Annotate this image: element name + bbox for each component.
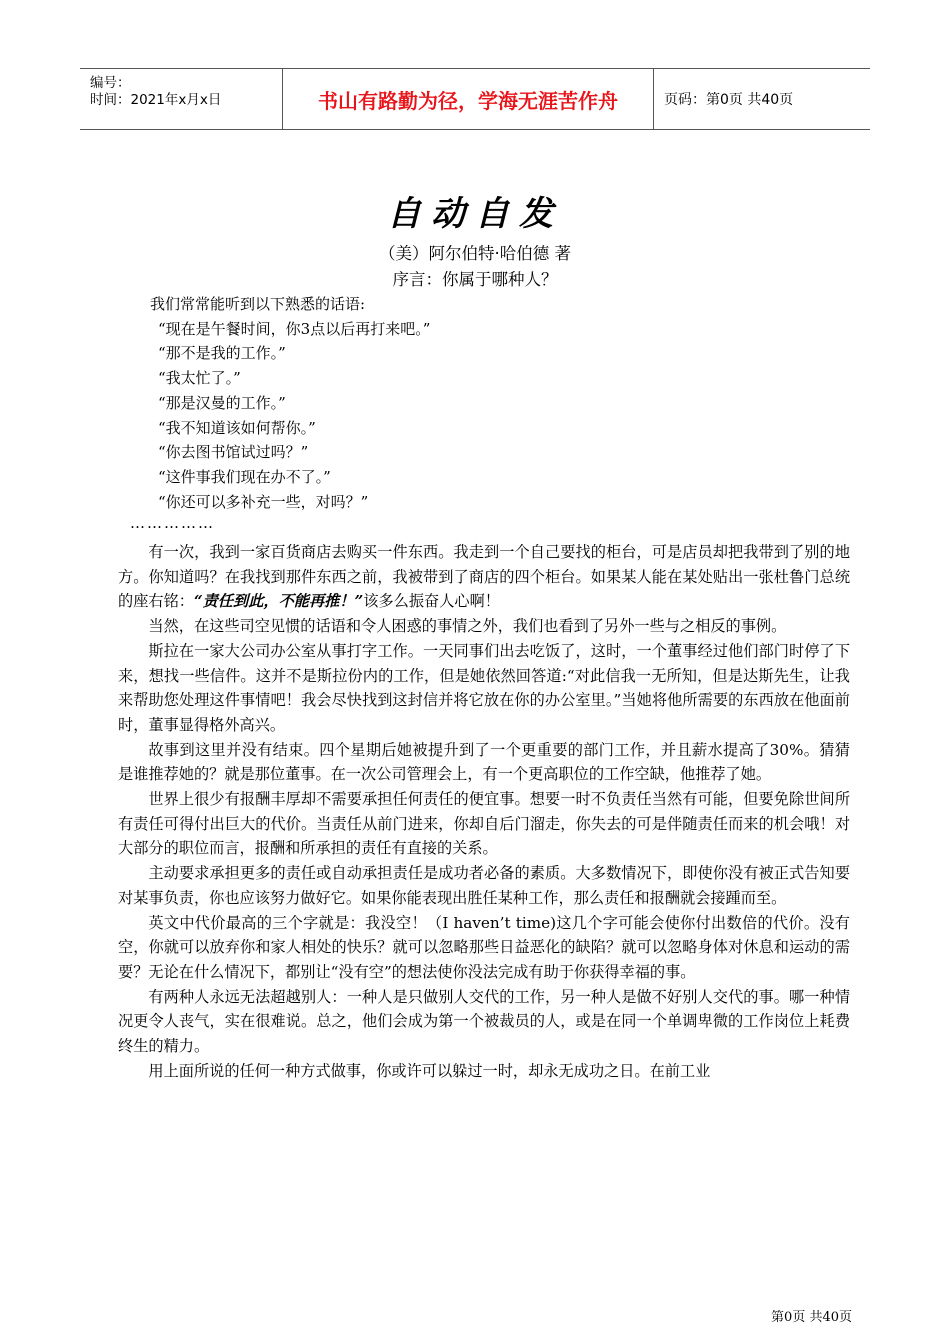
paragraph: 斯拉在一家大公司办公室从事打字工作。一天同事们出去吃饭了，这时，一个董事经过他们部门时停了下来，想找一些信件。这并不是斯拉份内的工作，但是她依然回答道:“对此信我一无所知，但是达斯先生，让我来帮助您处理这件事情吧！我会尽快找到这封信并将它放在你的办公室里。”当她将他所需要的东西放在他面前时，董事显得格外高兴。 [118, 641, 850, 734]
quote-intro: 我们常常能听到以下熟悉的话语: [150, 295, 366, 313]
quote-line: “那是汉曼的工作。” [158, 393, 286, 412]
paragraph [118, 540, 850, 614]
quote-line: “现在是午餐时间，你3点以后再打来吧。” [158, 319, 431, 338]
paragraph: 有两种人永远无法超越别人：一种人是只做别人交代的工作，另一种人是做不好别人交代的事。哪一种情况更令人丧气，实在很难说。总之，他们会成为第一个被裁员的人，或是在同一个单调卑微的工作岗位上耗费终生的精力。 [118, 987, 850, 1056]
quote-line: “我太忙了。” [158, 369, 241, 388]
paragraph: 世界上很少有报酬丰厚却不需要承担任何责任的便宜事。想要一时不负责任当然有可能，但要免除世间所有责任可得付出巨大的代价。当责任从前门进来，你却自后门溜走，你失去的可是伴随责任而来的机会哦！对大部分的职位而言，报酬和所承担的责任有直接的关系。 [118, 790, 850, 858]
quote-line: “这件事我们现在办不了。” [158, 467, 331, 486]
header-meta [80, 69, 283, 129]
number-label: 编号： [90, 75, 131, 91]
quote-line: “你还可以多补充一些，对吗？” [158, 492, 369, 511]
preface-heading: 序言：你属于哪种人？ [392, 270, 558, 289]
date-label: 时间：2021年x月x日 [90, 92, 222, 108]
quote-line: “那不是我的工作。” [158, 344, 286, 363]
author-line: （美）阿尔伯特·哈伯德 著 [379, 244, 571, 263]
header-page-info: 页码：第0页 共40页 [664, 92, 794, 108]
paragraph: 故事到这里并没有结束。四个星期后她被提升到了一个更重要的部门工作，并且薪水提高了30%。猜猜是谁推荐她的？就是那位董事。在一次公司管理会上，有一个更高职位的工作空缺，他推荐了她。 [118, 740, 850, 784]
paragraph: 主动要求承担更多的责任或自动承担责任是成功者必备的素质。大多数情况下，即使你没有被正式告知要对某事负责，你也应该努力做好它。如果你能表现出胜任某种工作，那么责任和报酬就会接踵而至。 [118, 864, 850, 907]
quote-line: “我不知道该如何帮你。” [158, 418, 316, 437]
page-header [80, 68, 870, 130]
paragraph: 用上面所说的任何一种方式做事，你或许可以躲过一时，却永无成功之日。在前工业 [148, 1061, 711, 1080]
ellipsis: …………… [130, 514, 215, 532]
document-title: 自动自发 [387, 194, 563, 234]
page-footer: 第0页 共40页 [771, 1310, 852, 1325]
quote-line: “你去图书馆试过吗？” [158, 443, 309, 462]
body-text [118, 540, 850, 1083]
paragraph-text: 有一次，我到一家百货商店去购买一件东西。我走到一个自己要找的柜台，可是店员却把我带到了别的地方。你知道吗？在我找到那件东西之前，我被带到了商店的四个柜台。如果某人能在某处贴出一张杜鲁门总统的座右铭： [118, 543, 850, 611]
quote-list [150, 292, 430, 514]
paragraph: 当然，在这些司空见惯的话语和令人困惑的事情之外，我们也看到了另外一些与之相反的事例。 [148, 617, 787, 636]
paragraph: 英文中代价最高的三个字就是：我没空！（I haven’t time)这几个字可能会使你付出数倍的代价。没有空，你就可以放弃你和家人相处的快乐？就可以忽略那些日益恶化的缺陷？就可以忽略身体对休息和运动的需要？无论在什么情况下，都别让“没有空”的想法使你没法完成有助于你获得幸福的事。 [118, 913, 850, 981]
truman-motto: “责任到此，不能再推！” [193, 592, 364, 611]
header-motto: 书山有路勤为径，学海无涯苦作舟 [283, 69, 654, 129]
paragraph-text: 该多么振奋人心啊！ [363, 592, 500, 611]
